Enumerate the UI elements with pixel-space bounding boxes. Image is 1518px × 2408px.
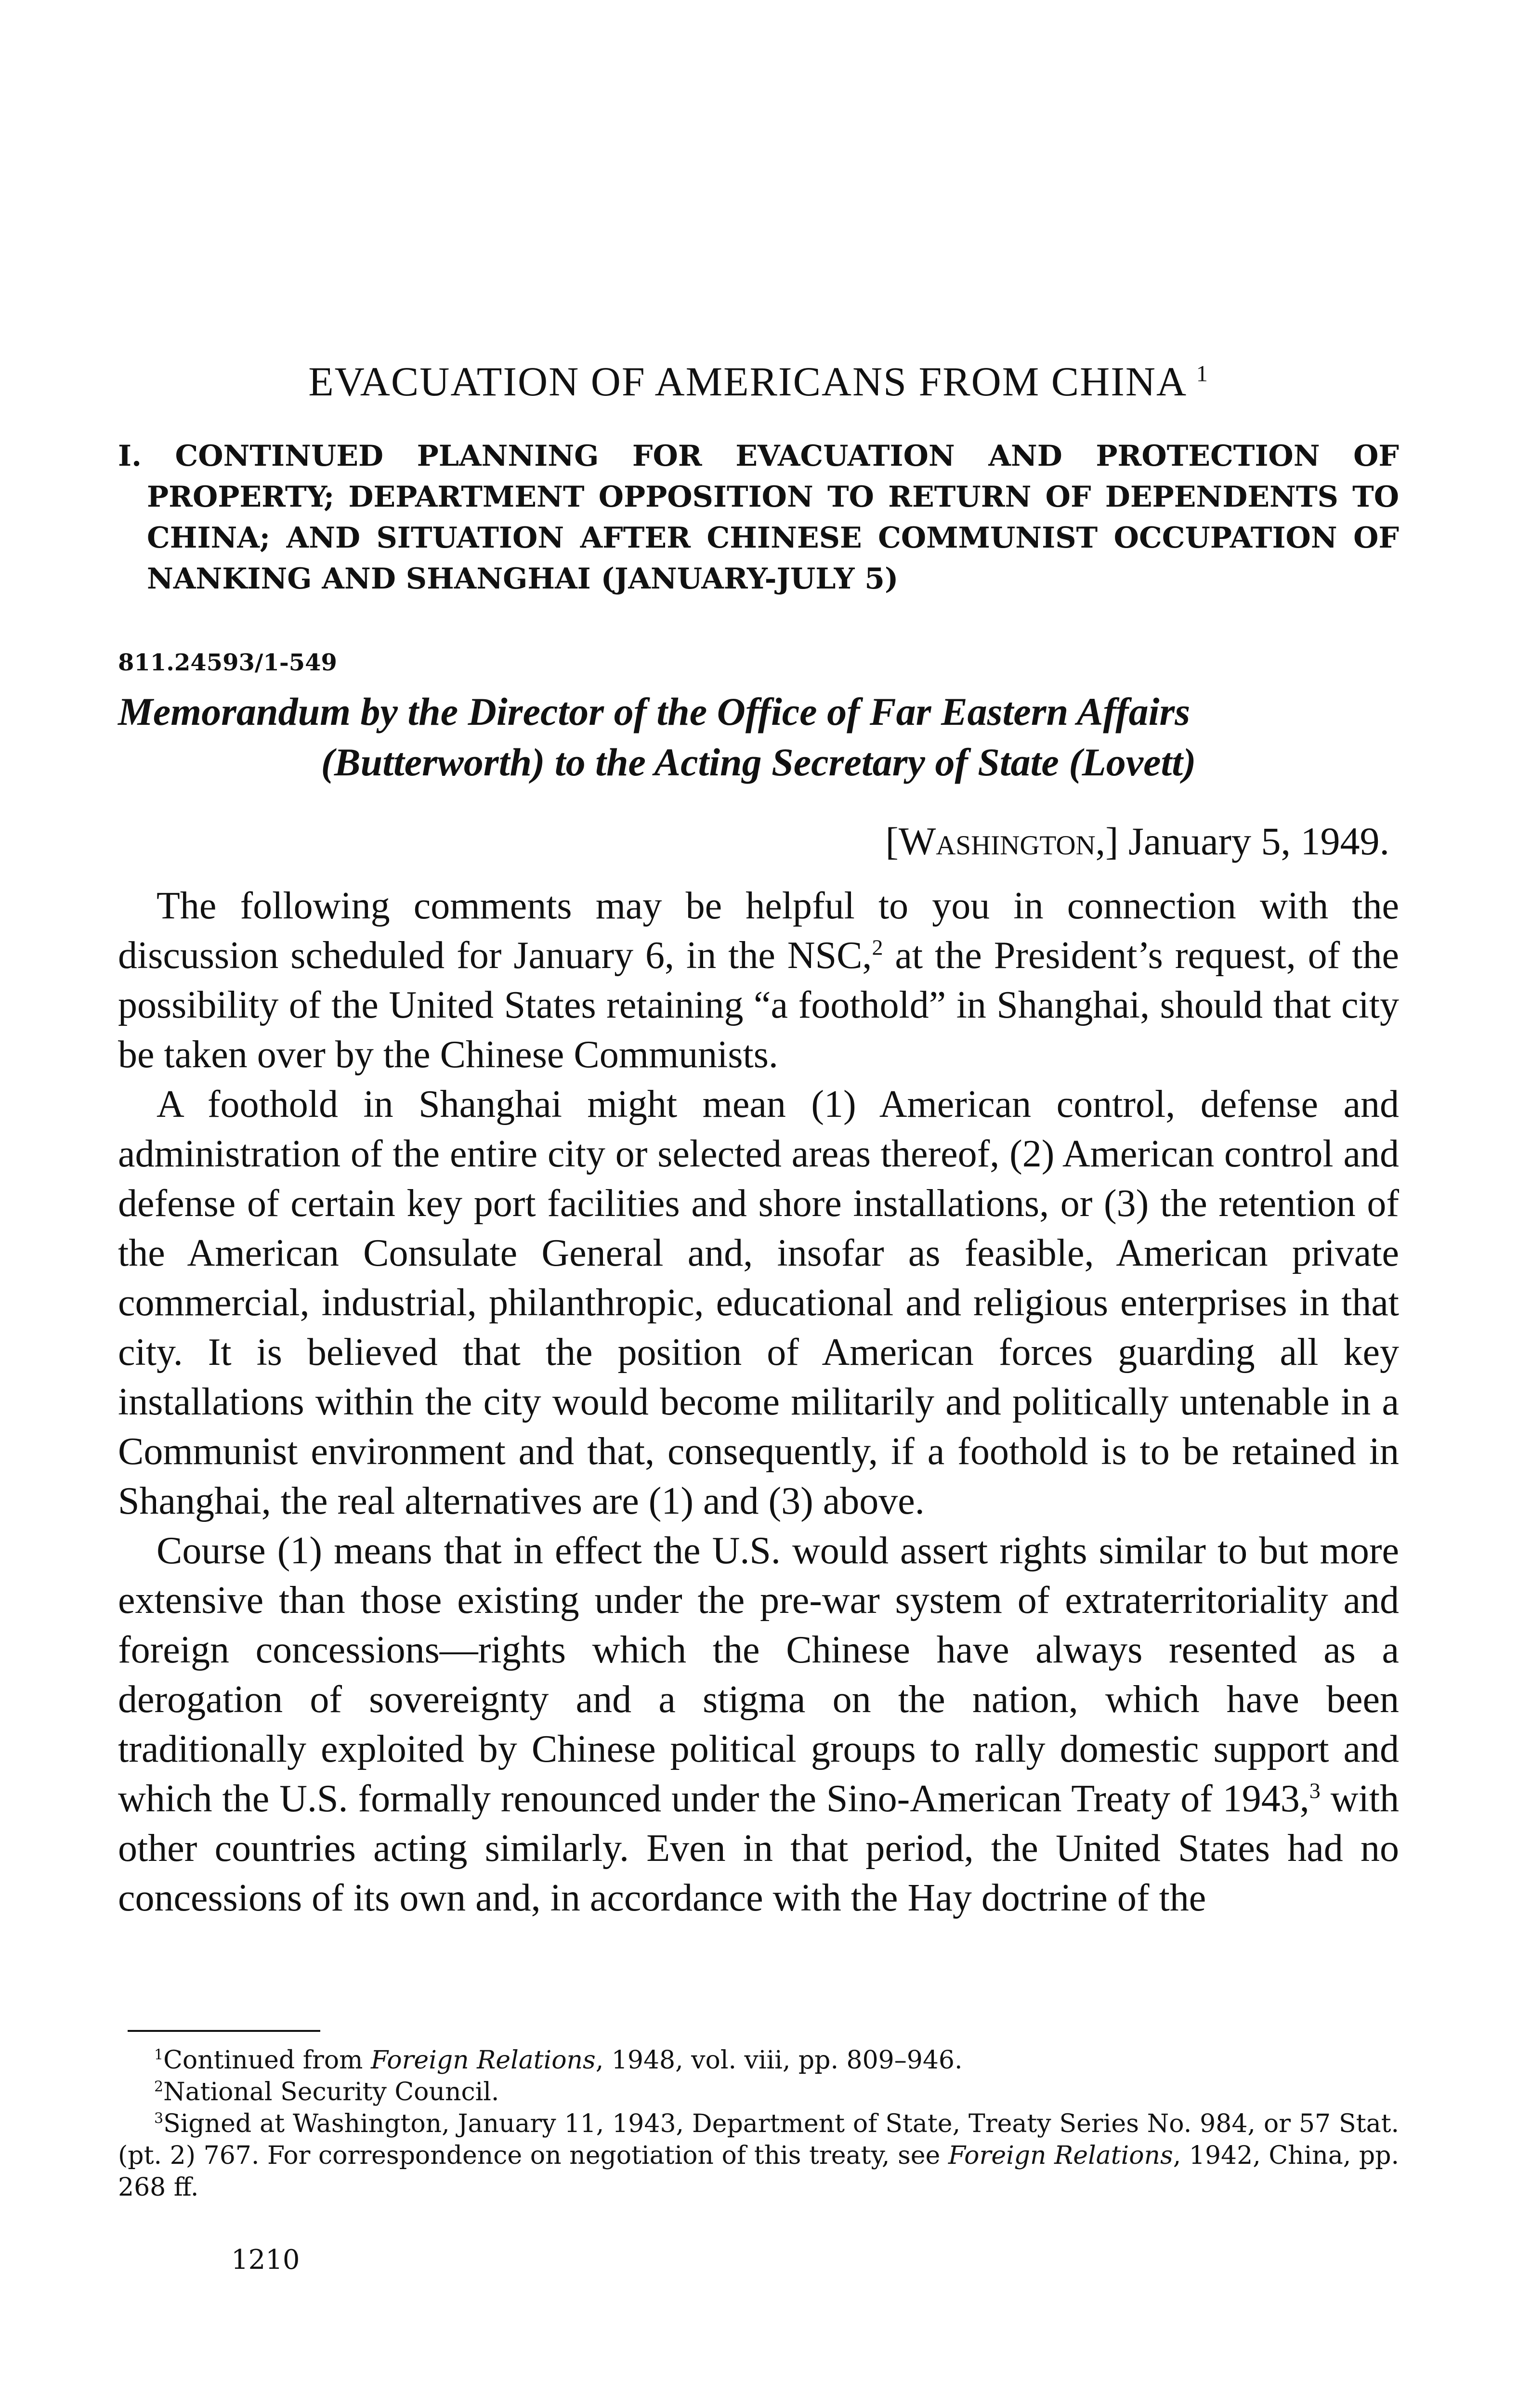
footnote-3-text-b: , 1942, China, pp. 268 ff. bbox=[118, 2141, 1400, 2202]
memo-title bbox=[118, 686, 1399, 787]
footnote-ref-2: 2 bbox=[872, 935, 883, 960]
footnote-ref-3: 3 bbox=[1309, 1778, 1321, 1803]
footnote-3-text-a: Signed at Washington, January 11, 1943, Department of State, Treaty Series No. 984, or 57 Stat. (pt. 2) 767. For correspondence on negotiation of this treaty, see bbox=[118, 2109, 1399, 2170]
paragraph-3-part-a: Course (1) means that in effect the U.S. would assert rights similar to but more extensive than those existing under the pre-war system of extraterritoriality and foreign concessions—rights which the Chinese have always resented as a derogation of sovereignty and a stigma on the nation, which have been traditionally exploited by Chinese political groups to rally domestic support and which the U.S. formally renounced under the Sino-American Treaty of 1943, bbox=[118, 1530, 1399, 1820]
document-title-text: EVACUATION OF AMERICANS FROM CHINA bbox=[308, 358, 1185, 405]
footnote-1 bbox=[118, 2044, 1399, 2076]
dateline bbox=[886, 819, 1389, 864]
footnote-3 bbox=[118, 2108, 1399, 2203]
paragraph-1-part-b: at the President’s request, of the possibility of the United States retaining “a foothold” in Shanghai, should that city be taken over by the Chinese Communists. bbox=[118, 934, 1399, 1076]
footnote-2-text-a: National Security Council. bbox=[163, 2078, 499, 2107]
footnote-1-text-a: Continued from bbox=[163, 2046, 371, 2075]
paragraph-3 bbox=[118, 1526, 1399, 1923]
section-heading: I. CONTINUED PLANNING FOR EVACUATION AND PROTECTION OF PROPERTY; DEPARTMENT OPPOSITION TO RETURN OF DEPENDENTS TO CHINA; AND SITUATION AFTER CHINESE COMMUNIST OCCUPATION OF NANKING AND SHANGHAI (JANUARY-JULY 5) bbox=[118, 439, 1399, 596]
title-footnote-mark: 1 bbox=[1196, 361, 1209, 387]
footnote-1-text-b: , 1948, vol. viii, pp. 809–946. bbox=[595, 2046, 963, 2075]
footnote-3-mark: 3 bbox=[154, 2110, 164, 2127]
footnote-2-mark: 2 bbox=[154, 2078, 164, 2095]
document-page bbox=[118, 0, 1399, 2408]
memo-body bbox=[118, 881, 1399, 1923]
memo-title-line-2: (Butterworth) to the Acting Secretary of State (Lovett) bbox=[321, 740, 1196, 784]
footnote-1-italic: Foreign Relations bbox=[371, 2046, 596, 2075]
footnote-2 bbox=[118, 2076, 1399, 2108]
document-title bbox=[118, 357, 1399, 406]
paragraph-3-part-b: with other countries acting similarly. Even in that period, the United States had no concessions of its own and, in accordance with the Hay doctrine of the bbox=[118, 1778, 1399, 1919]
footnote-3-italic: Foreign Relations bbox=[948, 2141, 1173, 2170]
page-number: 1210 bbox=[231, 2244, 300, 2276]
footnote-1-mark: 1 bbox=[154, 2046, 164, 2064]
footnotes bbox=[118, 2044, 1399, 2203]
memo-title-line-1: Memorandum by the Director of the Office of Far Eastern Affairs bbox=[118, 690, 1191, 733]
paragraph-1 bbox=[118, 881, 1399, 1080]
footnote-divider bbox=[128, 2030, 320, 2032]
dateline-date: January 5, 1949. bbox=[1128, 819, 1389, 863]
dateline-place: [Washington,] bbox=[885, 819, 1119, 863]
paragraph-1-part-a: The following comments may be helpful to you in connection with the discussion scheduled for January 6, in the NSC, bbox=[118, 885, 1399, 977]
paragraph-2: A foothold in Shanghai might mean (1) American control, defense and administration of the entire city or selected areas thereof, (2) American control and defense of certain key port facilities and shore installations, or (3) the retention of the American Consulate General and, insofar as feasible, American private commercial, industrial, philanthropic, educational and religious enterprises in that city. It is believed that the position of American forces guarding all key installations within the city would become militarily and politically untenable in a Communist environment and that, consequently, if a foothold is to be retained in Shanghai, the real alternatives are (1) and (3) above. bbox=[118, 1083, 1399, 1522]
file-number: 811.24593/1-549 bbox=[118, 649, 337, 676]
